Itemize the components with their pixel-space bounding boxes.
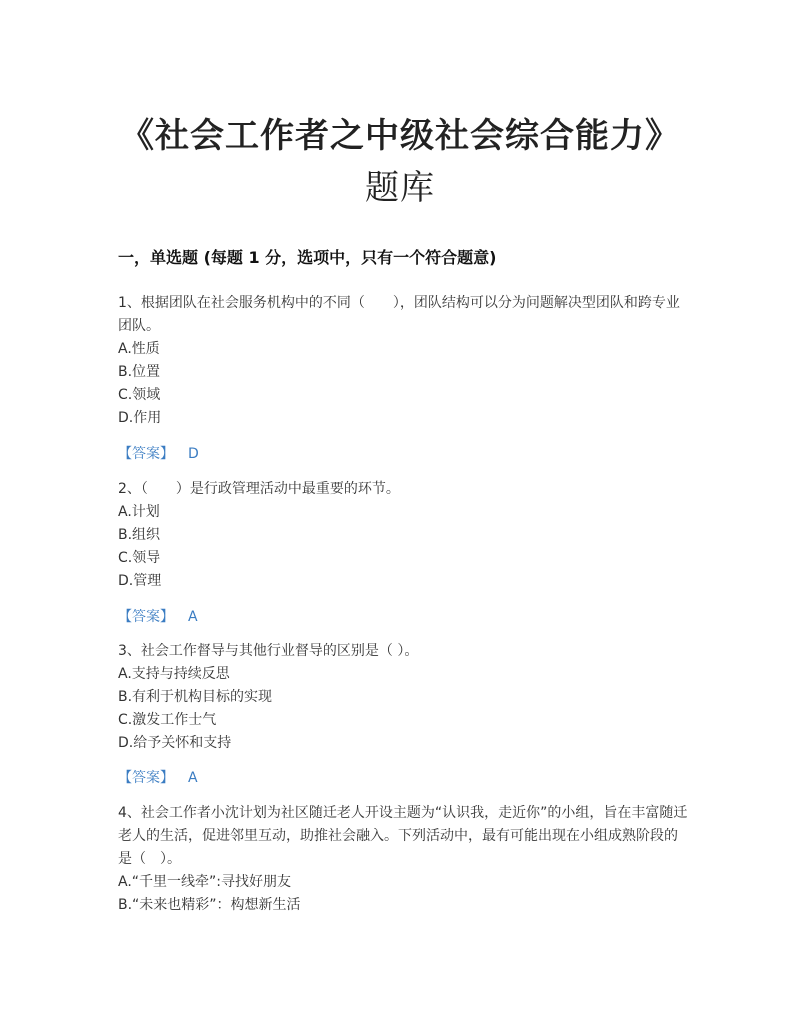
option-b: B.组织	[118, 527, 161, 543]
question-3	[118, 640, 688, 755]
document-title: 《社会工作者之中级社会综合能力》	[120, 116, 680, 156]
answer-value: A	[188, 609, 198, 625]
question-stem: 3、社会工作督导与其他行业督导的区别是（ ）。	[118, 643, 419, 659]
answer-row-1	[118, 443, 199, 463]
option-a: A.性质	[118, 341, 160, 357]
question-1	[118, 292, 688, 430]
question-2	[118, 478, 688, 593]
question-stem: 2、（ ）是行政管理活动中最重要的环节。	[118, 481, 400, 497]
answer-label: 【答案】	[118, 446, 174, 462]
option-b: B.位置	[118, 364, 161, 380]
document-subtitle: 题库	[365, 168, 435, 208]
answer-value: A	[188, 770, 198, 786]
option-c: C.领导	[118, 550, 161, 566]
option-a: A.“千里一线牵”:寻找好朋友	[118, 874, 292, 890]
option-b: B.有利于机构目标的实现	[118, 689, 273, 705]
option-a: A.计划	[118, 504, 160, 520]
question-stem: 1、根据团队在社会服务机构中的不同（ ），团队结构可以分为问题解决型团队和跨专业团队。	[118, 295, 680, 334]
answer-value: D	[188, 446, 199, 462]
option-c: C.领域	[118, 387, 161, 403]
answer-label: 【答案】	[118, 609, 174, 625]
answer-row-2	[118, 606, 198, 626]
option-a: A.支持与持续反思	[118, 666, 230, 682]
question-4	[118, 802, 688, 917]
option-b: B.“未来也精彩”：构想新生活	[118, 897, 301, 913]
option-d: D.给予关怀和支持	[118, 735, 232, 751]
option-d: D.作用	[118, 410, 162, 426]
question-stem: 4、社会工作者小沈计划为社区随迁老人开设主题为“认识我，走近你”的小组，旨在丰富随迁老人的生活，促进邻里互动，助推社会融入。下列活动中，最有可能出现在小组成熟阶段的是（ ）。	[118, 805, 688, 867]
answer-label: 【答案】	[118, 770, 174, 786]
option-d: D.管理	[118, 573, 162, 589]
section-heading: 一，单选题 (每题 1 分，选项中，只有一个符合题意)	[118, 248, 497, 267]
option-c: C.激发工作士气	[118, 712, 217, 728]
answer-row-3	[118, 767, 198, 787]
